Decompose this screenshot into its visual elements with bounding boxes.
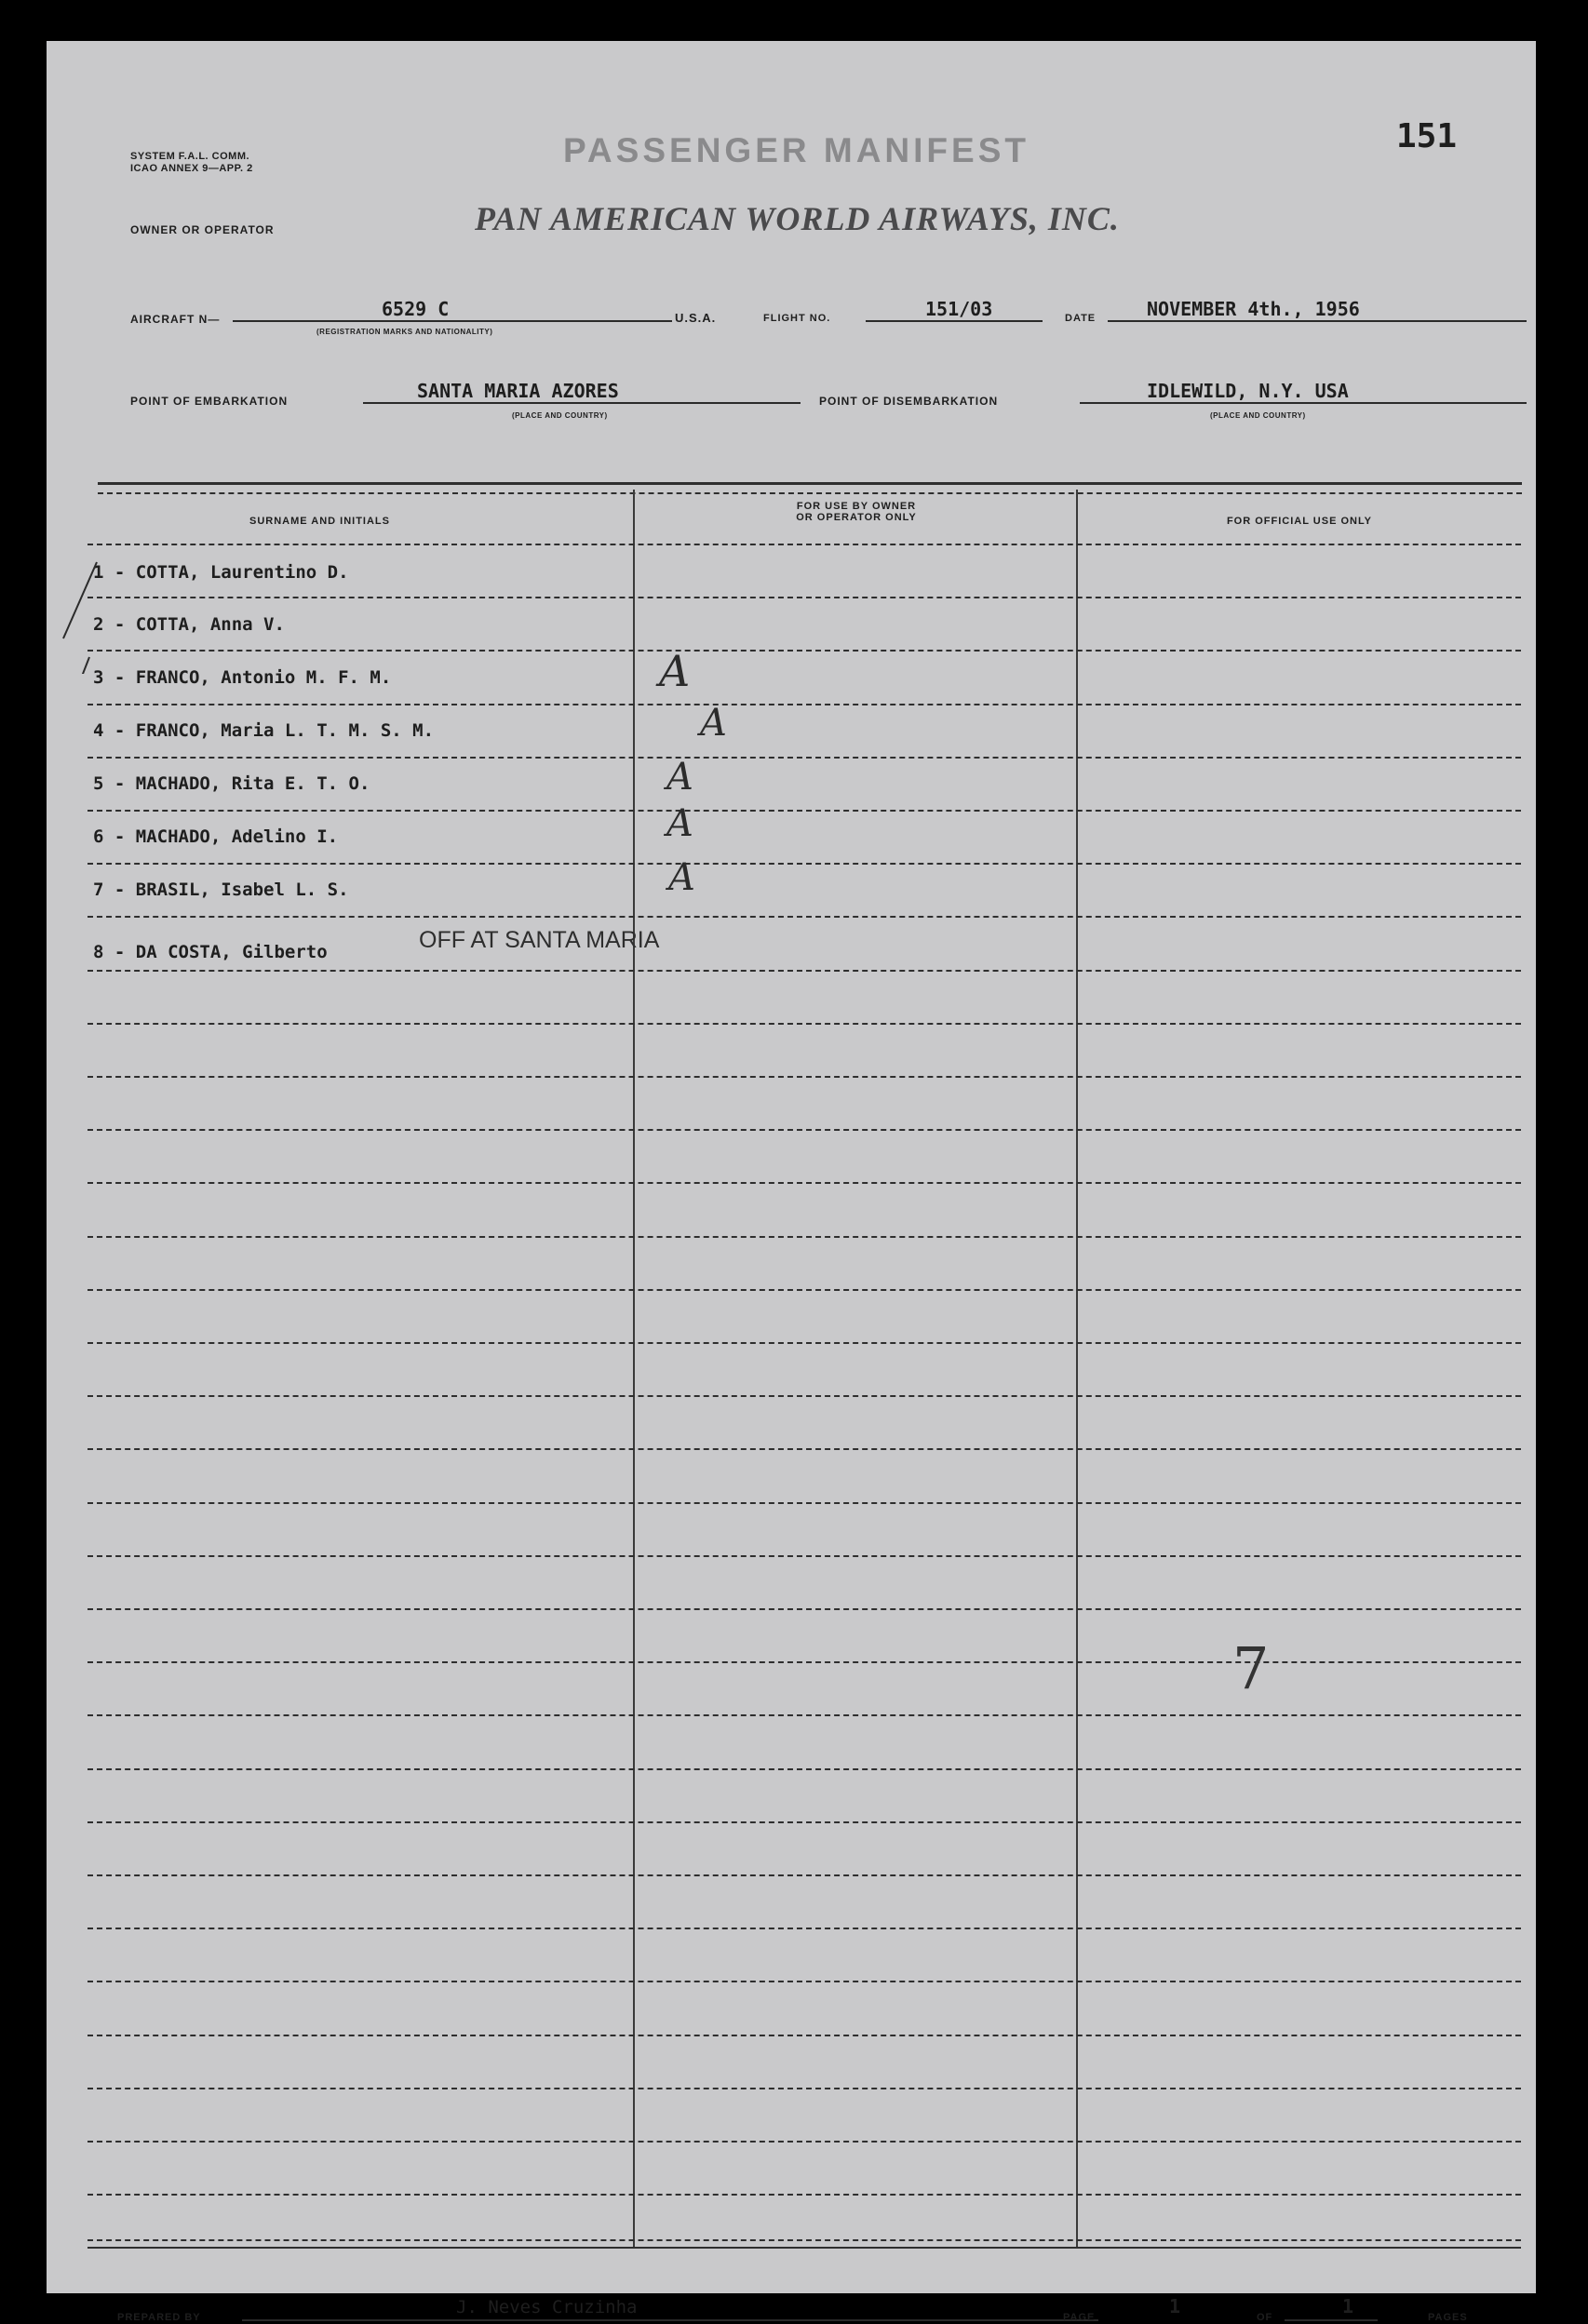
ruled-line — [87, 1395, 1521, 1397]
passenger-name: 7 - BRASIL, Isabel L. S. — [93, 880, 349, 900]
aircraft-label: AIRCRAFT N— — [130, 313, 221, 326]
ruled-line — [87, 1076, 1521, 1078]
passenger-name: 2 - COTTA, Anna V. — [93, 614, 285, 635]
disembark-value: IDLEWILD, N.Y. USA — [1147, 380, 1349, 402]
ruled-line — [87, 544, 1521, 545]
date-value: NOVEMBER 4th., 1956 — [1147, 298, 1360, 320]
passenger-name: 3 - FRANCO, Antonio M. F. M. — [93, 667, 392, 688]
ruled-line — [87, 1768, 1521, 1770]
regulation-line-1: SYSTEM F.A.L. COMM. — [130, 151, 250, 162]
ruled-line — [87, 1555, 1521, 1557]
ruled-line — [87, 1661, 1521, 1663]
ruled-line — [87, 1342, 1521, 1344]
column-divider-1 — [633, 490, 635, 2247]
of-value: 1 — [1342, 2295, 1354, 2317]
ruled-line — [87, 2035, 1521, 2036]
operator-stamp: OFF AT SANTA MARIA — [419, 927, 660, 953]
ruled-line — [87, 1714, 1521, 1716]
passenger-name: 4 - FRANCO, Maria L. T. M. S. M. — [93, 720, 435, 741]
ruled-line — [87, 2141, 1521, 2143]
ruled-line — [87, 1608, 1521, 1610]
page-label: PAGE — [1063, 2312, 1096, 2323]
ruled-line — [87, 1448, 1521, 1450]
aircraft-sublabel: (REGISTRATION MARKS AND NATIONALITY) — [316, 328, 493, 336]
date-label: DATE — [1065, 313, 1097, 324]
page-number: 151 — [1396, 117, 1458, 155]
ruled-line — [87, 916, 1521, 918]
ruled-line — [87, 597, 1521, 598]
passenger-name: 8 - DA COSTA, Gilberto — [93, 942, 328, 962]
disembark-underline — [1080, 402, 1527, 404]
operator-mark: A — [668, 856, 695, 899]
disembark-label: POINT OF DISEMBARKATION — [819, 395, 999, 408]
form-title: PASSENGER MANIFEST — [563, 131, 1030, 169]
ruled-line — [87, 1928, 1521, 1929]
ruled-line — [87, 1289, 1521, 1291]
owner-label: OWNER OR OPERATOR — [130, 223, 275, 236]
ruled-line — [87, 863, 1521, 865]
operator-mark: A — [659, 646, 691, 696]
ruled-line — [87, 1236, 1521, 1238]
aircraft-underline — [233, 320, 672, 322]
embark-sublabel: (PLACE AND COUNTRY) — [512, 411, 608, 420]
count-mark: 7 — [1232, 1634, 1270, 1702]
embark-value: SANTA MARIA AZORES — [417, 380, 619, 402]
manifest-sheet — [47, 41, 1536, 2323]
operator-mark: A — [700, 702, 727, 745]
ruled-line — [87, 1182, 1521, 1184]
pages-label: PAGES — [1428, 2312, 1468, 2323]
country-label: U.S.A. — [675, 311, 717, 325]
passenger-name: 1 - COTTA, Laurentino D. — [93, 562, 349, 583]
page-value: 1 — [1169, 2295, 1181, 2317]
ruled-line — [87, 970, 1521, 972]
of-label: OF — [1257, 2312, 1273, 2323]
check-mark-row-1 — [63, 562, 97, 638]
disembark-sublabel: (PLACE AND COUNTRY) — [1210, 411, 1306, 420]
flight-value: 151/03 — [925, 298, 993, 320]
ruled-line — [87, 1502, 1521, 1504]
owner-value: PAN AMERICAN WORLD AIRWAYS, INC. — [475, 200, 1120, 237]
embark-underline — [363, 402, 801, 404]
column-header-official: FOR OFFICIAL USE ONLY — [1226, 516, 1373, 527]
ruled-line — [87, 1981, 1521, 1982]
prepared-underline — [242, 2319, 1098, 2321]
ruled-line — [87, 2194, 1521, 2196]
table-top-rule — [98, 482, 1522, 494]
passenger-name: 5 - MACHADO, Rita E. T. O. — [93, 773, 370, 794]
flight-label: FLIGHT NO. — [763, 313, 831, 324]
of-underline — [1285, 2319, 1378, 2321]
regulation-line-2: ICAO ANNEX 9—APP. 2 — [130, 163, 253, 174]
ruled-line — [87, 1821, 1521, 1823]
passenger-name: 6 - MACHADO, Adelino I. — [93, 826, 339, 847]
check-mark-row-2 — [76, 657, 89, 674]
check-marks — [56, 534, 112, 674]
column-divider-2 — [1076, 490, 1078, 2247]
embark-label: POINT OF EMBARKATION — [130, 395, 289, 408]
prepared-value: J. Neves Cruzinha — [456, 2297, 638, 2317]
ruled-line — [87, 1129, 1521, 1131]
ruled-line — [87, 1023, 1521, 1025]
operator-mark: A — [666, 802, 693, 845]
ruled-line — [87, 1874, 1521, 1876]
aircraft-value: 6529 C — [382, 298, 450, 320]
ruled-line — [87, 2088, 1521, 2089]
ruled-line — [87, 757, 1521, 759]
ruled-line — [87, 650, 1521, 652]
prepared-label: PREPARED BY — [117, 2312, 201, 2323]
flight-underline — [866, 320, 1043, 322]
operator-mark: A — [666, 756, 693, 799]
ruled-line — [87, 810, 1521, 812]
column-header-operator: FOR USE BY OWNER OR OPERATOR ONLY — [796, 501, 917, 523]
table-bottom-rule — [87, 2239, 1521, 2249]
date-underline — [1108, 320, 1527, 322]
column-header-surname: SURNAME AND INITIALS — [249, 516, 390, 527]
ruled-line — [87, 704, 1521, 705]
